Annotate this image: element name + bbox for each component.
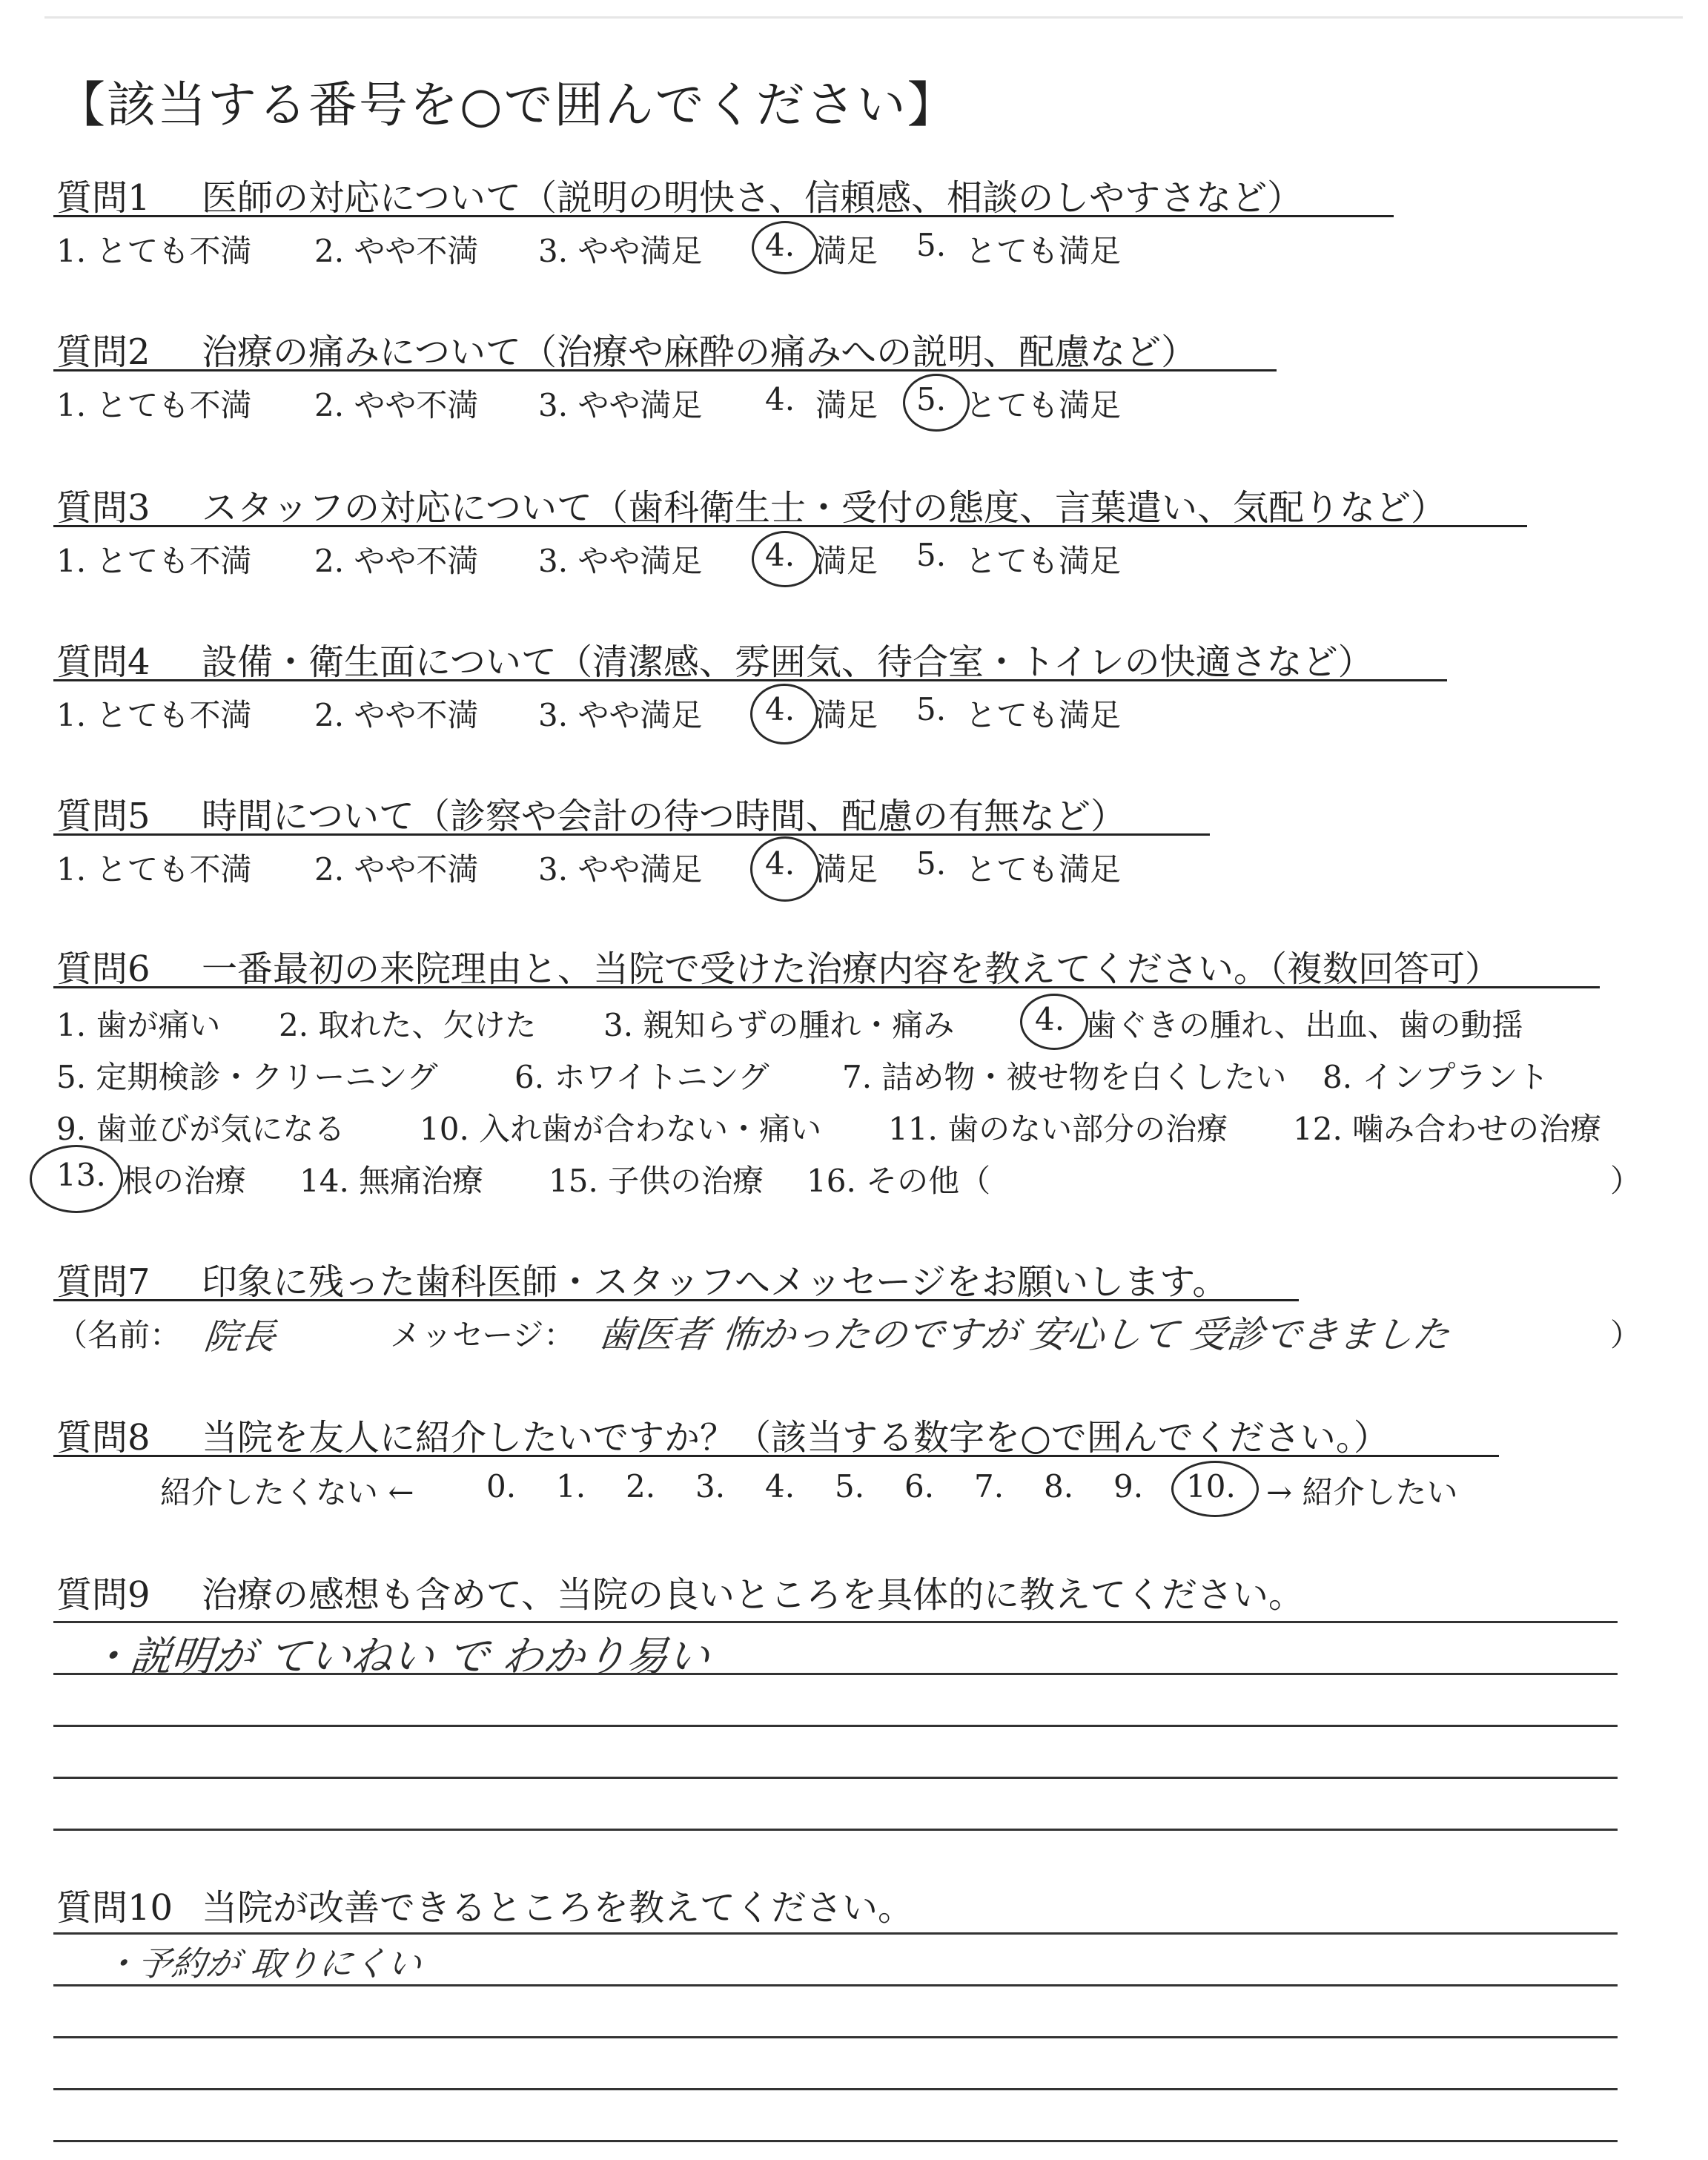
option-5-label: とても満足: [965, 697, 1122, 733]
scale-10[interactable]: 10.: [1186, 1468, 1236, 1505]
scale-9[interactable]: 9.: [1113, 1468, 1144, 1505]
option-12[interactable]: 12. 噛み合わせの治療: [1293, 1111, 1602, 1147]
question-text: 一番最初の来院理由と、当院で受けた治療内容を教えてください。（複数回答可）: [202, 948, 1501, 990]
option-5[interactable]: 5. 定期検診・クリーニング: [56, 1059, 438, 1095]
answer-rule: [53, 1673, 1618, 1675]
option-5-label: とても満足: [965, 543, 1122, 579]
question-underline: [53, 833, 1210, 836]
scale-4[interactable]: 4.: [765, 1468, 795, 1505]
question-number: 質問2: [56, 331, 150, 373]
option-4-label: 満足: [815, 543, 878, 579]
option-15[interactable]: 15. 子供の治療: [549, 1163, 764, 1199]
question-underline: [53, 1455, 1499, 1457]
option-4-label: 満足: [815, 387, 878, 423]
option-1[interactable]: 1. とても不満: [56, 233, 252, 269]
answer-rule: [53, 2088, 1618, 2090]
question-text: 印象に残った歯科医師・スタッフへメッセージをお願いします。: [202, 1261, 1228, 1303]
question-number: 質問3: [56, 487, 150, 529]
message-value[interactable]: 歯医者 怖かったのですが 安心して 受診できました: [596, 1313, 1452, 1356]
answer-rule: [53, 1829, 1618, 1831]
question-3: [56, 479, 1446, 530]
option-5-label: とても満足: [965, 233, 1122, 269]
question-number: 質問10: [56, 1887, 173, 1929]
answer-rule: [53, 2140, 1618, 2142]
name-value[interactable]: 院長: [202, 1316, 278, 1358]
question-text: 設備・衛生面について（清潔感、雰囲気、待合室・トイレの快適さなど）: [202, 641, 1374, 683]
option-13-label: 根の治療: [122, 1163, 247, 1199]
page-title: 【該当する番号を○で囲んでください】: [56, 76, 958, 133]
answer-rule: [53, 2036, 1618, 2038]
option-4[interactable]: 4.: [765, 381, 795, 417]
question-number: 質問9: [56, 1574, 150, 1616]
q6-options-row-1: [56, 1001, 1643, 1046]
option-2[interactable]: 2. やや不満: [314, 233, 479, 269]
question-text: 医師の対応について（説明の明快さ、信頼感、相談のしやすさなど）: [202, 177, 1303, 219]
option-5[interactable]: 5.: [916, 691, 947, 727]
question-underline: [53, 525, 1527, 527]
option-5-label: とても満足: [965, 851, 1122, 888]
question-underline: [53, 986, 1600, 988]
option-2[interactable]: 2. やや不満: [314, 697, 479, 733]
option-5[interactable]: 5.: [916, 227, 947, 263]
option-1[interactable]: 1. とても不満: [56, 387, 252, 423]
option-4-label: 満足: [815, 697, 878, 733]
question-text: 治療の痛みについて（治療や麻酔の痛みへの説明、配慮など）: [202, 331, 1197, 373]
question-1: [56, 169, 1302, 220]
option-5-label: とても満足: [965, 387, 1122, 423]
option-11[interactable]: 11. 歯のない部分の治療: [888, 1111, 1228, 1147]
scale-5[interactable]: 5.: [835, 1468, 865, 1505]
option-5[interactable]: 5.: [916, 845, 947, 882]
answer-rule: [53, 1725, 1618, 1727]
q10-answer[interactable]: ・予約が 取りにくい: [101, 1943, 424, 1984]
question-underline: [53, 1299, 1299, 1301]
option-2[interactable]: 2. やや不満: [314, 543, 479, 579]
option-7[interactable]: 7. 詰め物・被せ物を白くしたい: [842, 1059, 1287, 1095]
option-3[interactable]: 3. やや満足: [538, 387, 703, 423]
scale-1[interactable]: 1.: [556, 1468, 586, 1505]
question-text: 時間について（診察や会計の待つ時間、配慮の有無など）: [202, 796, 1127, 837]
answer-rule: [53, 1932, 1618, 1935]
scale-6[interactable]: 6.: [904, 1468, 935, 1505]
answer-rule: [53, 1621, 1618, 1623]
page-top-edge: [44, 16, 1683, 19]
scale-7[interactable]: 7.: [974, 1468, 1004, 1505]
q6-options-row-3: [56, 1105, 1643, 1149]
question-number: 質問8: [56, 1417, 150, 1459]
option-3[interactable]: 3. 親知らずの腫れ・痛み: [603, 1007, 955, 1043]
option-4[interactable]: 4.: [765, 537, 795, 573]
question-8: [56, 1409, 1389, 1460]
option-4-label: 満足: [815, 851, 878, 888]
question-4: [56, 633, 1374, 684]
name-label: （名前：: [56, 1317, 182, 1353]
option-2[interactable]: 2. 取れた、欠けた: [279, 1007, 537, 1043]
option-9[interactable]: 9. 歯並びが気になる: [56, 1111, 345, 1147]
option-8[interactable]: 8. インプラント: [1323, 1059, 1549, 1095]
scale-0[interactable]: 0.: [486, 1468, 517, 1505]
option-10[interactable]: 10. 入れ歯が合わない・痛い: [420, 1111, 822, 1147]
option-1[interactable]: 1. とても不満: [56, 697, 252, 733]
scale-3[interactable]: 3.: [695, 1468, 726, 1505]
option-1[interactable]: 1. 歯が痛い: [56, 1007, 221, 1043]
option-4-label: 歯ぐきの腫れ、出血、歯の動揺: [1085, 1007, 1523, 1043]
option-4-label: 満足: [815, 233, 878, 269]
q6-options-row-4: [56, 1157, 1643, 1201]
question-text: スタッフの対応について（歯科衛生士・受付の態度、言葉遣い、気配りなど）: [202, 487, 1447, 529]
message-label: メッセージ：: [390, 1317, 575, 1353]
question-6: [56, 940, 1500, 991]
scale-left-label: 紹介したくない ←: [160, 1474, 414, 1510]
q6-options-row-2: [56, 1053, 1643, 1097]
question-underline: [53, 369, 1277, 371]
question-number: 質問7: [56, 1261, 150, 1303]
option-4[interactable]: 4.: [765, 691, 795, 727]
message-close: ）: [1610, 1317, 1642, 1353]
question-number: 質問5: [56, 796, 150, 837]
question-text: 治療の感想も含めて、当院の良いところを具体的に教えてください。: [202, 1574, 1305, 1616]
question-text: 当院を友人に紹介したいですか？（該当する数字を○で囲んでください。）: [202, 1417, 1389, 1459]
option-5[interactable]: 5.: [916, 537, 947, 573]
question-text: 当院が改善できるところを教えてください。: [202, 1887, 914, 1929]
option-4[interactable]: 4.: [765, 845, 795, 882]
option-2[interactable]: 2. やや不満: [314, 851, 479, 888]
question-number: 質問1: [56, 177, 150, 219]
option-3[interactable]: 3. やや満足: [538, 851, 703, 888]
question-10: [56, 1879, 913, 1930]
scale-8[interactable]: 8.: [1044, 1468, 1074, 1505]
option-13[interactable]: 13.: [56, 1157, 106, 1193]
option-5[interactable]: 5.: [916, 381, 947, 417]
q8-scale: [56, 1468, 1643, 1513]
option-3[interactable]: 3. やや満足: [538, 233, 703, 269]
option-1[interactable]: 1. とても不満: [56, 543, 252, 579]
q9-answer[interactable]: ・説明が ていねい で わかり易い: [86, 1633, 712, 1681]
answer-rule: [53, 1777, 1618, 1779]
option-4[interactable]: 4.: [765, 227, 795, 263]
option-4[interactable]: 4.: [1035, 1001, 1065, 1037]
option-2[interactable]: 2. やや不満: [314, 387, 479, 423]
question-2: [56, 323, 1196, 374]
question-7: [56, 1253, 1228, 1304]
question-9: [56, 1566, 1304, 1617]
option-1[interactable]: 1. とても不満: [56, 851, 252, 888]
answer-rule: [53, 1984, 1618, 1986]
scale-right-label: → 紹介したい: [1266, 1474, 1458, 1510]
question-number: 質問6: [56, 948, 150, 990]
option-14[interactable]: 14. 無痛治療: [299, 1163, 484, 1199]
scale-2[interactable]: 2.: [626, 1468, 656, 1505]
option-16[interactable]: 16. その他（: [807, 1163, 991, 1199]
q7-message-row: [56, 1311, 1643, 1363]
question-5: [56, 787, 1126, 839]
option-3[interactable]: 3. やや満足: [538, 543, 703, 579]
option-16-close: ）: [1610, 1163, 1642, 1199]
question-underline: [53, 215, 1394, 217]
option-3[interactable]: 3. やや満足: [538, 697, 703, 733]
question-number: 質問4: [56, 641, 150, 683]
question-underline: [53, 679, 1447, 681]
option-6[interactable]: 6. ホワイトニング: [514, 1059, 769, 1095]
